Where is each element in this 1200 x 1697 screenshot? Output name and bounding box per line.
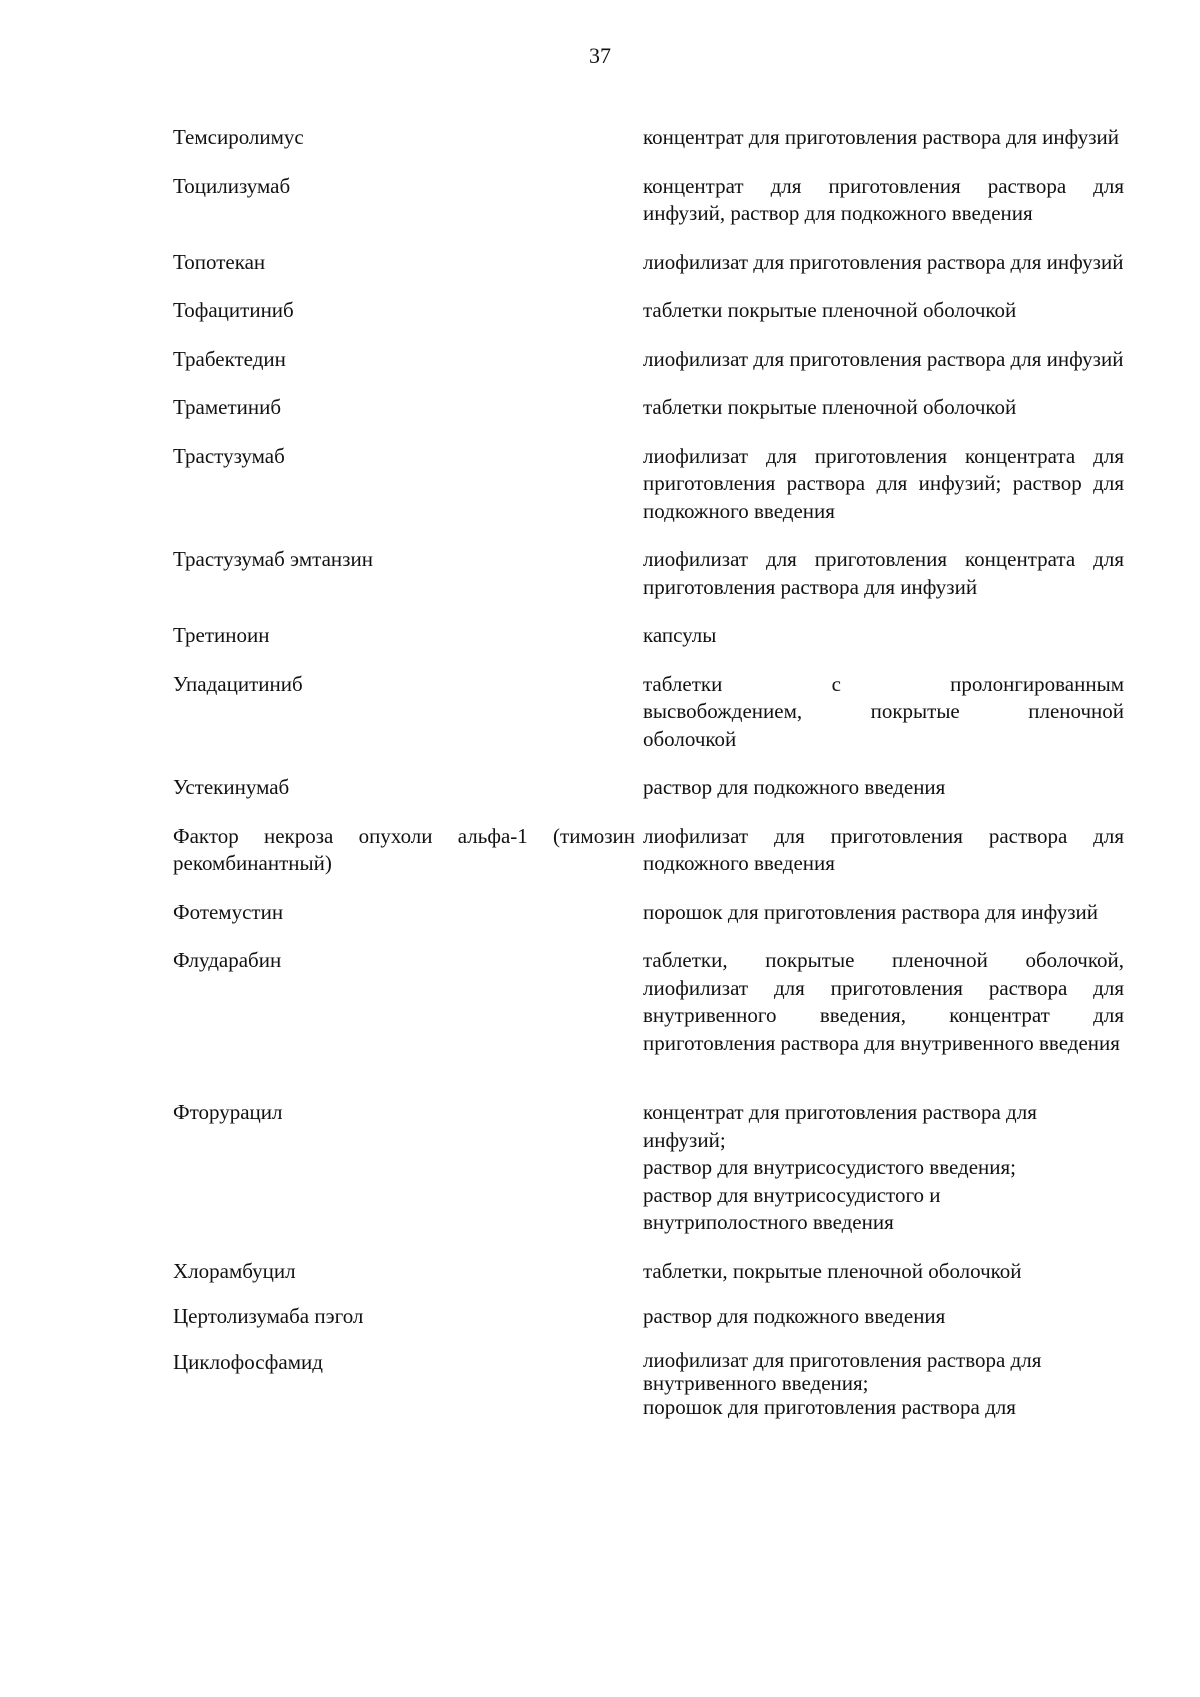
drug-name: Фактор некроза опухоли альфа-1 (тимозин рекомбинантный) xyxy=(173,823,635,875)
dosage-form-line: таблетки с пролонгированным xyxy=(643,671,1124,696)
dosage-form: лиофилизат для приготовления раствора для инфузий xyxy=(643,346,1124,371)
dosage-form-line: лиофилизат для приготовления раствора для xyxy=(643,1347,1042,1372)
drug-name: Фотемустин xyxy=(173,899,284,924)
dosage-form xyxy=(643,671,1124,754)
list-item xyxy=(173,622,1133,650)
dosage-form: лиофилизат для приготовления концентрата для приготовления раствора для инфузий; раствор для подкожного введения xyxy=(643,443,1124,523)
drug-name: Тоцилизумаб xyxy=(173,173,291,198)
dosage-form xyxy=(643,1349,1124,1420)
dosage-form-line: порошок для приготовления раствора для xyxy=(643,1394,1016,1419)
dosage-form: порошок для приготовления раствора для инфузий xyxy=(643,899,1099,924)
drug-name: Цертолизумаба пэгол xyxy=(173,1304,364,1328)
list-item xyxy=(173,774,1133,802)
drug-name: Третиноин xyxy=(173,623,270,647)
list-item xyxy=(173,1303,1133,1331)
dosage-form: таблетки, покрытые пленочной оболочкой, лиофилизат для приготовления раствора для внутривенного введения, концентрат для приготовления раствора для внутривенного введения xyxy=(643,948,1124,1055)
dosage-form: лиофилизат для приготовления раствора для подкожного введения xyxy=(643,823,1124,875)
list-item xyxy=(173,249,1133,277)
list-item xyxy=(173,346,1133,374)
dosage-form-line: раствор для внутрисосудистого введения; xyxy=(643,1155,1017,1179)
dosage-form-line: внутривенного введения; xyxy=(643,1371,869,1395)
list-item xyxy=(173,1099,1133,1237)
dosage-form: таблетки, покрытые пленочной оболочкой xyxy=(643,1258,1022,1283)
list-item xyxy=(173,899,1133,927)
drug-name: Траметиниб xyxy=(173,395,282,419)
drug-name: Хлорамбуцил xyxy=(173,1258,296,1283)
drug-name: Тофацитиниб xyxy=(173,298,294,322)
dosage-form: лиофилизат для приготовления раствора для инфузий xyxy=(643,249,1124,274)
dosage-form: капсулы xyxy=(643,623,717,647)
drug-name: Упадацитиниб xyxy=(173,671,303,696)
list-item xyxy=(173,394,1133,422)
list-item xyxy=(173,1349,1133,1420)
list-item xyxy=(173,443,1133,526)
drug-name: Темсиролимус xyxy=(173,125,304,149)
drug-name: Трастузумаб эмтанзин xyxy=(173,547,373,571)
list-item xyxy=(173,546,1133,601)
drug-name: Фторурацил xyxy=(173,1100,283,1124)
list-item xyxy=(173,1258,1133,1286)
dosage-form: раствор для подкожного введения xyxy=(643,1304,946,1328)
dosage-form: таблетки покрытые пленочной оболочкой xyxy=(643,395,1017,419)
dosage-form: концентрат для приготовления раствора для инфузий, раствор для подкожного введения xyxy=(643,173,1124,225)
dosage-form-line: внутриполостного введения xyxy=(643,1210,894,1234)
drug-name: Топотекан xyxy=(173,249,266,274)
list-item xyxy=(173,823,1133,878)
drug-list xyxy=(173,124,1133,1440)
drug-name: Устекинумаб xyxy=(173,775,290,799)
drug-name: Трабектедин xyxy=(173,346,286,371)
dosage-form-line: высвобождением, покрытые пленочной xyxy=(643,699,1124,723)
dosage-form: концентрат для приготовления раствора для инфузий xyxy=(643,125,1119,149)
drug-name: Флударабин xyxy=(173,948,282,972)
drug-name: Циклофосфамид xyxy=(173,1349,323,1374)
dosage-form-line: оболочкой xyxy=(643,726,737,751)
dosage-form xyxy=(643,1099,1124,1237)
list-item xyxy=(173,124,1133,152)
dosage-form-line: инфузий; xyxy=(643,1127,726,1152)
list-item xyxy=(173,947,1133,1057)
dosage-form-line: концентрат для приготовления раствора для xyxy=(643,1100,1037,1124)
dosage-form: раствор для подкожного введения xyxy=(643,775,946,799)
list-item xyxy=(173,173,1133,228)
dosage-form: лиофилизат для приготовления концентрата для приготовления раствора для инфузий xyxy=(643,547,1124,599)
drug-name: Трастузумаб xyxy=(173,443,285,468)
dosage-form-line: раствор для внутрисосудистого и xyxy=(643,1182,941,1207)
page-number: 37 xyxy=(589,43,611,68)
list-item xyxy=(173,671,1133,754)
list-item xyxy=(173,297,1133,325)
dosage-form: таблетки покрытые пленочной оболочкой xyxy=(643,298,1017,322)
